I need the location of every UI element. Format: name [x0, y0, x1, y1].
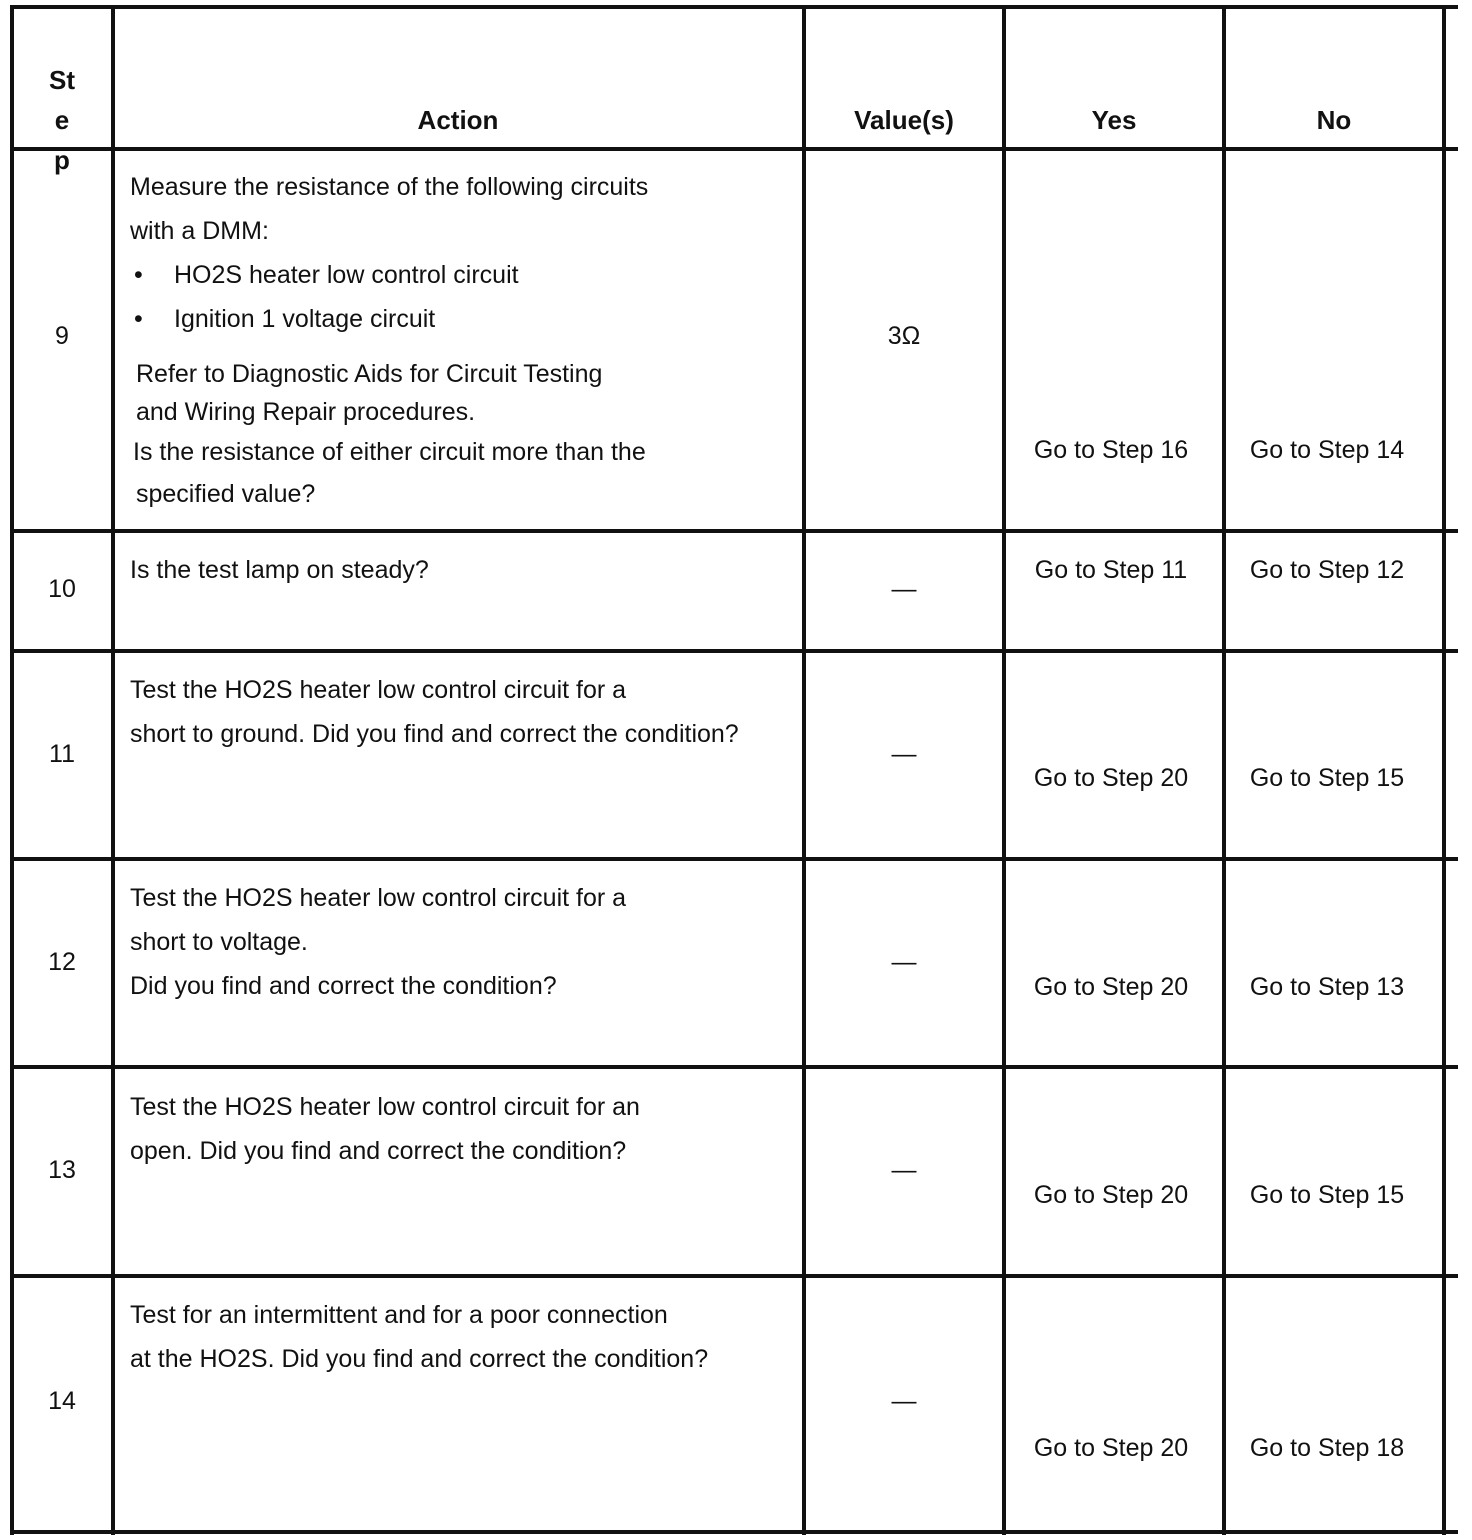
value-cell: — — [891, 1387, 917, 1415]
step-number: 9 — [55, 322, 69, 350]
action-line: Did you find and correct the condition? — [130, 972, 557, 1000]
action-text — [130, 1293, 810, 1381]
action-line: Is the test lamp on steady? — [130, 556, 429, 584]
action-line: Test the HO2S heater low control circuit for a — [130, 884, 627, 912]
table-border-right — [1442, 5, 1446, 1535]
action-line: specified value? — [136, 480, 316, 508]
row-divider — [10, 1274, 1458, 1278]
action-line: open. Did you find and correct the condition? — [130, 1137, 627, 1165]
row-divider — [10, 147, 1458, 151]
value-cell: — — [891, 1156, 917, 1184]
column-divider — [111, 5, 115, 1535]
table-border-top — [10, 5, 1458, 9]
yes-cell: Go to Step 11 — [1034, 556, 1188, 584]
no-cell: Go to Step 18 — [1249, 1434, 1405, 1462]
action-text — [130, 1085, 810, 1173]
yes-cell: Go to Step 20 — [1033, 764, 1189, 792]
bullet-icon: • — [134, 261, 143, 289]
action-text — [130, 165, 810, 515]
action-line: Measure the resistance of the following circuits — [130, 173, 649, 201]
row-divider — [10, 529, 1458, 533]
row-divider — [10, 649, 1458, 653]
value-cell: — — [891, 948, 917, 976]
value-cell: — — [891, 740, 917, 768]
action-line: Test for an intermittent and for a poor connection — [130, 1301, 668, 1329]
no-cell: Go to Step 13 — [1249, 973, 1405, 1001]
column-divider — [1002, 5, 1006, 1535]
action-text — [130, 668, 810, 756]
action-line: Test the HO2S heater low control circuit for a — [130, 676, 627, 704]
action-line: Test the HO2S heater low control circuit for an — [130, 1093, 640, 1121]
header-values: Value(s) — [854, 105, 954, 135]
action-line: Is the resistance of either circuit more than the — [133, 438, 646, 466]
action-line: at the HO2S. Did you find and correct the condition? — [130, 1345, 709, 1373]
action-line: short to voltage. — [130, 928, 308, 956]
no-cell: Go to Step 12 — [1249, 556, 1405, 584]
header-step-text: St ep — [49, 65, 75, 175]
list-item — [130, 297, 810, 341]
bullet-text: Ignition 1 voltage circuit — [174, 305, 436, 333]
yes-cell: Go to Step 20 — [1033, 1181, 1189, 1209]
action-line: and Wiring Repair procedures. — [136, 398, 476, 426]
row-divider — [10, 857, 1458, 861]
no-cell: Go to Step 14 — [1249, 436, 1405, 464]
action-line: with a DMM: — [130, 217, 269, 245]
header-step — [12, 60, 112, 180]
column-divider — [1222, 5, 1226, 1535]
action-line: Refer to Diagnostic Aids for Circuit Testing — [136, 360, 603, 388]
yes-cell: Go to Step 20 — [1033, 1434, 1189, 1462]
action-text — [130, 548, 810, 592]
row-divider — [10, 1065, 1458, 1069]
header-action: Action — [417, 105, 499, 135]
value-cell: — — [891, 575, 917, 603]
table-border-bottom — [10, 1530, 1458, 1534]
yes-cell: Go to Step 16 — [1033, 436, 1189, 464]
action-text — [130, 876, 810, 1008]
yes-cell: Go to Step 20 — [1033, 973, 1189, 1001]
step-number: 10 — [48, 575, 76, 603]
list-item — [130, 253, 810, 297]
table-border-left — [10, 5, 14, 1535]
step-number: 12 — [48, 948, 76, 976]
no-cell: Go to Step 15 — [1249, 764, 1405, 792]
bullet-icon: • — [134, 305, 143, 333]
header-yes: Yes — [1091, 105, 1137, 135]
header-no: No — [1316, 105, 1352, 135]
action-line: short to ground. Did you find and correct the condition? — [130, 720, 739, 748]
step-number: 14 — [48, 1387, 76, 1415]
bullet-text: HO2S heater low control circuit — [174, 261, 519, 289]
no-cell: Go to Step 15 — [1249, 1181, 1405, 1209]
step-number: 11 — [49, 740, 75, 768]
step-number: 13 — [48, 1156, 76, 1184]
value-cell: 3Ω — [887, 322, 921, 350]
